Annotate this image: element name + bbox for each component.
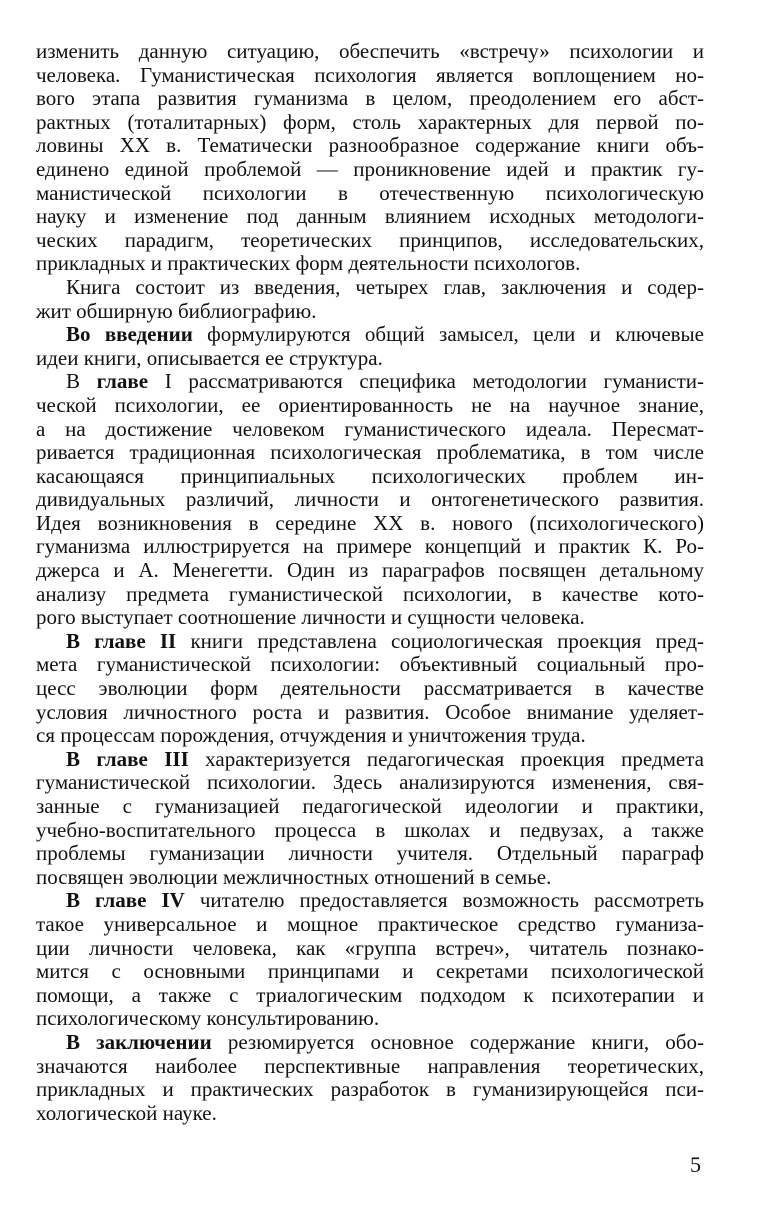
paragraph-chapter-2	[36, 630, 704, 748]
paragraph-continuation	[36, 40, 704, 276]
text-line: ции личности человека, как «группа встреч», читатель познако-	[36, 935, 704, 960]
text-line: прикладных и практических разработок в гуманизирующейся пси-	[36, 1077, 704, 1102]
text-line: помощи, а также с триалогическим подходом к психотерапии и	[36, 982, 704, 1007]
bold-lead: Во введении	[66, 322, 193, 347]
text-line: Книга состоит из введения, четырех глав, заключения и содер-	[66, 274, 704, 299]
text-line: учебно-воспитательного процесса в школах и педвузах, а также	[36, 817, 704, 842]
text-line: ческой психологии, ее ориентированность не на научное знание,	[36, 392, 704, 417]
text-line: вого этапа развития гуманизма в целом, преодолением его абст-	[36, 86, 704, 111]
text-line	[36, 323, 704, 347]
text-line: науку и изменение под данным влиянием исходных методологи-	[36, 204, 704, 229]
paragraph-chapter-4	[36, 889, 704, 1031]
text-line: гуманизма иллюстрируется на примере концепций и практик К. Ро-	[36, 534, 704, 559]
text-line: человека. Гуманистическая психология является воплощением но-	[36, 62, 704, 87]
text-line: рого выступает соотношение личности и сущности человека.	[36, 605, 585, 630]
book-page-text	[36, 40, 704, 1125]
text-line: идеи книги, описывается ее структура.	[36, 345, 383, 370]
text-line: посвящен эволюции межличностных отношений в семье.	[36, 864, 552, 889]
text-line: прикладных и практических форм деятельности психологов.	[36, 251, 581, 276]
bold-lead: В главе II	[66, 628, 177, 653]
text-line: джерса и А. Менегетти. Один из параграфов посвящен детальному	[36, 558, 704, 583]
text-line: рактных (тоталитарных) форм, столь характерных для первой по-	[36, 109, 704, 134]
line-rest: читателю предоставляется возможность рассмотреть	[184, 888, 704, 913]
paragraph-book-structure	[36, 276, 704, 323]
line-rest: резюмируется основное содержание книги, обо-	[211, 1029, 704, 1054]
text-line: такое универсальное и мощное практическое средство гуманиза-	[36, 911, 704, 936]
bold-lead: главе	[96, 369, 149, 394]
page-number: 5	[690, 1152, 701, 1177]
text-line: ривается традиционная психологическая проблематика, в том числе	[36, 440, 704, 465]
text-line: ческих парадигм, теоретических принципов, исследовательских,	[36, 227, 704, 252]
text-line: цесс эволюции форм деятельности рассматривается в качестве	[36, 676, 704, 701]
text-line: дивидуальных различий, личности и онтогенетического развития.	[36, 487, 704, 512]
text-line	[36, 889, 704, 913]
text-line	[36, 370, 704, 394]
text-line	[36, 630, 704, 654]
text-line: занные с гуманизацией педагогической идеологии и практики,	[36, 794, 704, 818]
text-line: жит обширную библиографию.	[36, 298, 317, 323]
text-line: касающаяся принципиальных психологических проблем ин-	[36, 463, 704, 488]
bold-lead: В заключении	[66, 1029, 212, 1054]
line-rest: характеризуется педагогическая проекция предмета	[188, 746, 704, 771]
text-line: проблемы гуманизации личности учителя. Отдельный параграф	[36, 841, 704, 866]
text-line: значаются наиболее перспективные направления теоретических,	[36, 1053, 704, 1078]
text-line: мится с основными принципами и секретами психологической	[36, 959, 704, 984]
text-line: Идея возникновения в середине XX в. нового (психологического)	[36, 510, 704, 535]
text-line: манистической психологии в отечественную психологическую	[36, 180, 704, 205]
bold-lead: В главе IV	[66, 888, 185, 913]
text-line: хологической науке.	[36, 1100, 217, 1125]
paragraph-conclusion	[36, 1031, 704, 1125]
line-rest: книги представлена социологическая проекция пред-	[176, 628, 704, 653]
text-line: условия личностного роста и развития. Особое внимание уделяет-	[36, 699, 704, 724]
text-line: анализу предмета гуманистической психологии, в качестве кото-	[36, 581, 704, 606]
bold-lead: В главе III	[66, 746, 189, 771]
text-line: единено единой проблемой — проникновение идей и практик гу-	[36, 156, 704, 181]
text-line: психологическому консультированию.	[36, 1006, 380, 1031]
text-line: мета гуманистической психологии: объективный социальный про-	[36, 652, 704, 677]
paragraph-chapter-3	[36, 748, 704, 890]
text-line: изменить данную ситуацию, обеспечить «встречу» психологии и	[36, 39, 704, 63]
line-rest: формулируются общий замысел, цели и ключевые	[192, 322, 704, 347]
text-line	[36, 748, 704, 772]
line-rest: I рассматриваются специфика методологии гуманисти-	[148, 369, 704, 394]
text-line: гуманистической психологии. Здесь анализируются изменения, свя-	[36, 770, 704, 795]
text-line: а на достижение человеком гуманистического идеала. Пересмат-	[36, 416, 704, 441]
paragraph-introduction	[36, 323, 704, 370]
text-line	[36, 1031, 704, 1055]
paragraph-chapter-1	[36, 370, 704, 630]
text-line: ся процессам порождения, отчуждения и уничтожения труда.	[36, 723, 586, 748]
text-line: ловины XX в. Тематически разнообразное содержание книги объ-	[36, 133, 704, 158]
line-prefix: В	[66, 369, 97, 394]
